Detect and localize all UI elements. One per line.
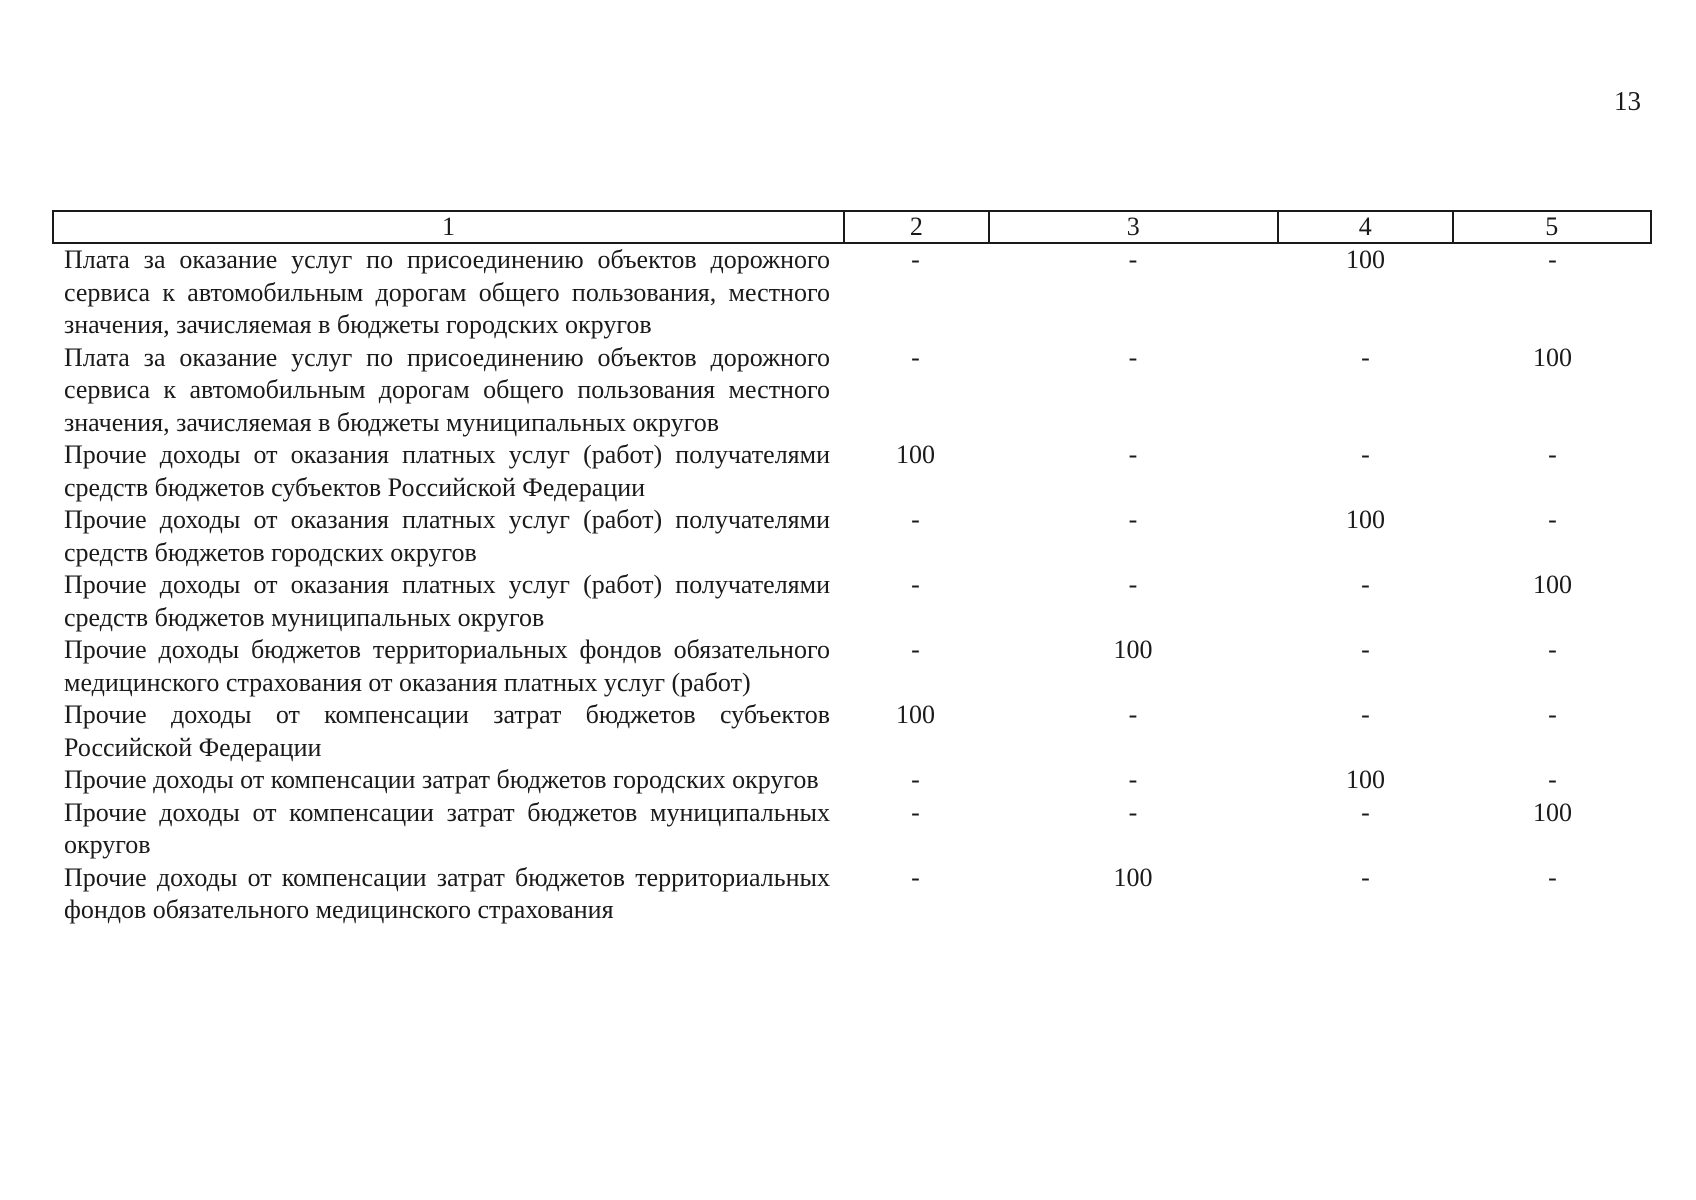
header-col-5: 5 [1452,212,1651,242]
row-value-col-5: - [1548,862,1557,892]
row-value-col-2: - [911,505,920,534]
table-row [52,504,1652,569]
row-description: Прочие доходы от компенсации затрат бюджетов субъектов Российской Федерации [64,700,830,762]
row-value-col-4: 100 [1346,505,1385,534]
row-value-col-3: - [1128,570,1138,599]
row-value-col-5: - [1548,245,1557,274]
table-row [52,797,1652,862]
row-value-col-3: - [1128,505,1138,534]
row-value-col-2: - [911,862,920,892]
header-col-3: 3 [988,212,1277,242]
row-value-col-5: 100 [1533,797,1572,827]
page-number: 13 [1614,86,1641,116]
row-value-col-2: - [911,570,920,599]
row-value-col-3: 100 [1113,635,1153,664]
row-value-col-4: - [1361,342,1370,372]
row-value-col-4: - [1361,570,1370,599]
row-value-col-2: 100 [896,700,935,729]
table-header-row [52,210,1652,244]
row-value-col-2: - [911,245,920,274]
row-value-col-4: - [1361,440,1370,469]
row-description: Плата за оказание услуг по присоединению объектов дорожного сервиса к автомобильным дорогам общего пользования, местного значения, зачисляемая в бюджеты городских округов [64,245,830,339]
row-value-col-3: - [1128,700,1138,729]
row-value-col-3: - [1128,765,1138,794]
revenue-distribution-table [52,210,1652,927]
row-value-col-3: - [1128,440,1138,469]
table-row [52,342,1652,440]
row-value-col-5: - [1548,440,1557,469]
header-col-2: 2 [843,212,988,242]
header-col-1: 1 [442,212,455,241]
row-description: Плата за оказание услуг по присоединению объектов дорожного сервиса к автомобильным дорогам общего пользования местного значения, зачисляемая в бюджеты муниципальных округов [64,342,830,437]
row-description: Прочие доходы бюджетов территориальных фондов обязательного медицинского страхования от оказания платных услуг (работ) [64,635,830,697]
row-value-col-2: - [911,342,920,372]
table-row [52,244,1652,342]
row-value-col-5: - [1548,700,1557,729]
row-value-col-4: 100 [1346,765,1385,794]
row-value-col-5: - [1548,765,1557,794]
table-row [52,862,1652,927]
header-col-4: 4 [1277,212,1452,242]
row-description: Прочие доходы от компенсации затрат бюджетов муниципальных округов [64,797,830,859]
table-row [52,439,1652,504]
row-value-col-2: - [911,635,920,664]
row-value-col-3: - [1128,245,1138,274]
row-description: Прочие доходы от оказания платных услуг (работ) получателями средств бюджетов субъектов Российской Федерации [64,440,830,502]
row-value-col-3: - [1128,797,1138,827]
row-value-col-4: - [1361,700,1370,729]
row-value-col-2: - [911,765,920,794]
row-value-col-5: 100 [1533,342,1572,372]
row-value-col-4: 100 [1346,245,1385,274]
row-description: Прочие доходы от оказания платных услуг (работ) получателями средств бюджетов городских округов [64,505,830,567]
table-row [52,569,1652,634]
row-value-col-5: - [1548,505,1557,534]
row-value-col-2: - [911,797,920,827]
row-value-col-3: 100 [1113,862,1153,892]
row-value-col-3: - [1128,342,1138,372]
row-value-col-5: - [1548,635,1557,664]
row-description: Прочие доходы от компенсации затрат бюджетов территориальных фондов обязательного медицинского страхования [64,862,830,924]
row-description: Прочие доходы от оказания платных услуг (работ) получателями средств бюджетов муниципальных округов [64,570,830,632]
table-row [52,634,1652,699]
row-value-col-4: - [1361,797,1370,827]
row-value-col-2: 100 [896,440,935,469]
row-description: Прочие доходы от компенсации затрат бюджетов городских округов [64,765,819,794]
row-value-col-5: 100 [1533,570,1572,599]
row-value-col-4: - [1361,862,1370,892]
table-row [52,699,1652,764]
row-value-col-4: - [1361,635,1370,664]
table-row [52,764,1652,797]
